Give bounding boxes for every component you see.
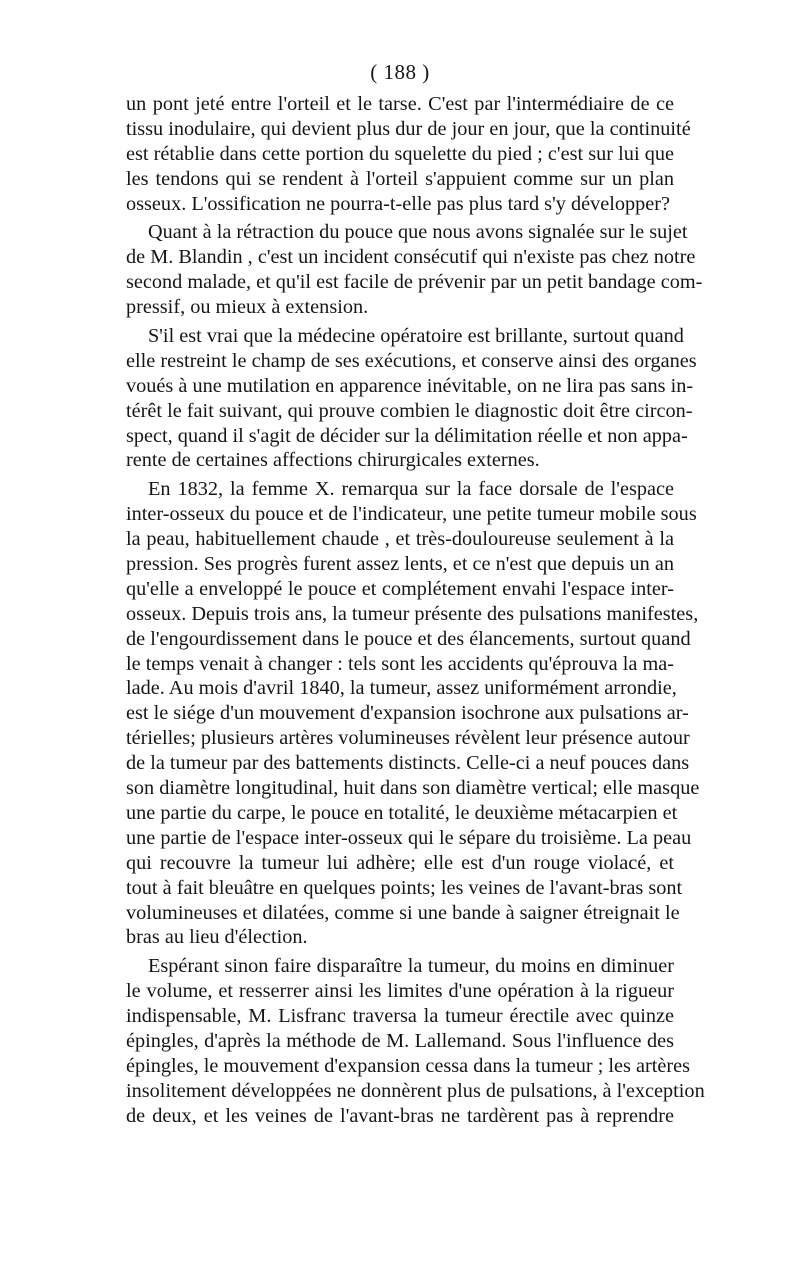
- text-line: térêt le fait suivant, qui prouve combien le diagnostic doit être circon-: [126, 399, 693, 422]
- body-text: [126, 92, 705, 1133]
- text-line: Quant à la rétraction du pouce que nous avons signalée sur le sujet: [148, 221, 688, 244]
- text-line: épingles, le mouvement d'expansion cessa dans la tumeur ; les artères: [126, 1054, 691, 1077]
- paragraph-medicine: [126, 324, 697, 473]
- text-line: volumineuses et dilatées, comme si une bande à saigner étreignait le: [126, 901, 680, 924]
- text-line: une partie de l'espace inter-osseux qui le sépare du troisième. La peau: [126, 826, 692, 849]
- text-line: de la tumeur par des battements distincts. Celle-ci a neuf pouces dans: [126, 752, 690, 775]
- paragraph-case-1832: [126, 477, 700, 950]
- text-line: inter-osseux du pouce et de l'indicateur, une petite tumeur mobile sous: [126, 503, 697, 526]
- text-line: qu'elle a enveloppé le pouce et complétement envahi l'espace inter-: [126, 577, 674, 600]
- text-line: rente de certaines affections chirurgicales externes.: [126, 449, 540, 472]
- text-line: tout à fait bleuâtre en quelques points; les veines de l'avant-bras sont: [126, 876, 683, 899]
- text-line: osseux. Depuis trois ans, la tumeur présente des pulsations manifestes,: [126, 602, 699, 625]
- text-line: osseux. L'ossification ne pourra-t-elle pas plus tard s'y développer?: [126, 192, 671, 215]
- paragraph-continuation: [126, 92, 691, 216]
- text-line: épingles, d'après la méthode de M. Lallemand. Sous l'influence des: [126, 1029, 674, 1052]
- text-line: tissu inodulaire, qui devient plus dur de jour en jour, que la continuité: [126, 117, 691, 140]
- text-line: insolitement développées ne donnèrent plus de pulsations, à l'exception: [126, 1079, 705, 1102]
- paragraph-lisfranc: [126, 954, 705, 1128]
- text-line: indispensable, M. Lisfranc traversa la tumeur érectile avec quinze: [126, 1005, 674, 1028]
- text-line: elle restreint le champ de ses exécutions, et conserve ainsi des organes: [126, 349, 697, 372]
- text-line: second malade, et qu'il est facile de prévenir par un petit bandage com-: [126, 271, 703, 294]
- text-line: lade. Au mois d'avril 1840, la tumeur, assez uniformément arrondie,: [126, 677, 677, 700]
- text-line: est rétablie dans cette portion du squelette du pied ; c'est sur lui que: [126, 142, 674, 165]
- text-line: de deux, et les veines de l'avant-bras ne tardèrent pas à reprendre: [126, 1104, 674, 1127]
- text-line: En 1832, la femme X. remarqua sur la face dorsale de l'espace: [148, 478, 674, 501]
- text-line: la peau, habituellement chaude , et très-douloureuse seulement à la: [126, 528, 674, 551]
- text-line: térielles; plusieurs artères volumineuses révèlent leur présence autour: [126, 727, 690, 750]
- text-line: le temps venait à changer : tels sont les accidents qu'éprouva la ma-: [126, 652, 674, 675]
- text-line: un pont jeté entre l'orteil et le tarse. C'est par l'intermédiaire de ce: [126, 93, 674, 115]
- text-line: est le siége d'un mouvement d'expansion isochrone aux pulsations ar-: [126, 702, 689, 725]
- text-line: de l'engourdissement dans le pouce et des élancements, surtout quand: [126, 627, 691, 650]
- text-line: pressif, ou mieux à extension.: [126, 296, 369, 319]
- page-number: ( 188 ): [370, 60, 430, 84]
- text-line: le volume, et resserrer ainsi les limites d'une opération à la rigueur: [126, 980, 674, 1003]
- text-line: qui recouvre la tumeur lui adhère; elle est d'un rouge violacé, et: [126, 851, 674, 874]
- text-line: son diamètre longitudinal, huit dans son diamètre vertical; elle masque: [126, 777, 700, 800]
- text-line: pression. Ses progrès furent assez lents, et ce n'est que depuis un an: [126, 553, 674, 576]
- text-line: une partie du carpe, le pouce en totalité, le deuxième métacarpien et: [126, 801, 678, 824]
- text-line: Espérant sinon faire disparaître la tumeur, du moins en diminuer: [148, 955, 674, 978]
- text-line: S'il est vrai que la médecine opératoire est brillante, surtout quand: [148, 325, 684, 348]
- text-line: de M. Blandin , c'est un incident consécutif qui n'existe pas chez notre: [126, 246, 696, 269]
- text-line: bras au lieu d'élection.: [126, 926, 308, 949]
- text-line: les tendons qui se rendent à l'orteil s'appuient comme sur un plan: [126, 167, 674, 190]
- text-line: voués à une mutilation en apparence inévitable, on ne lira pas sans in-: [126, 374, 694, 397]
- paragraph-retraction: [126, 220, 703, 320]
- text-line: spect, quand il s'agit de décider sur la délimitation réelle et non appa-: [126, 424, 688, 447]
